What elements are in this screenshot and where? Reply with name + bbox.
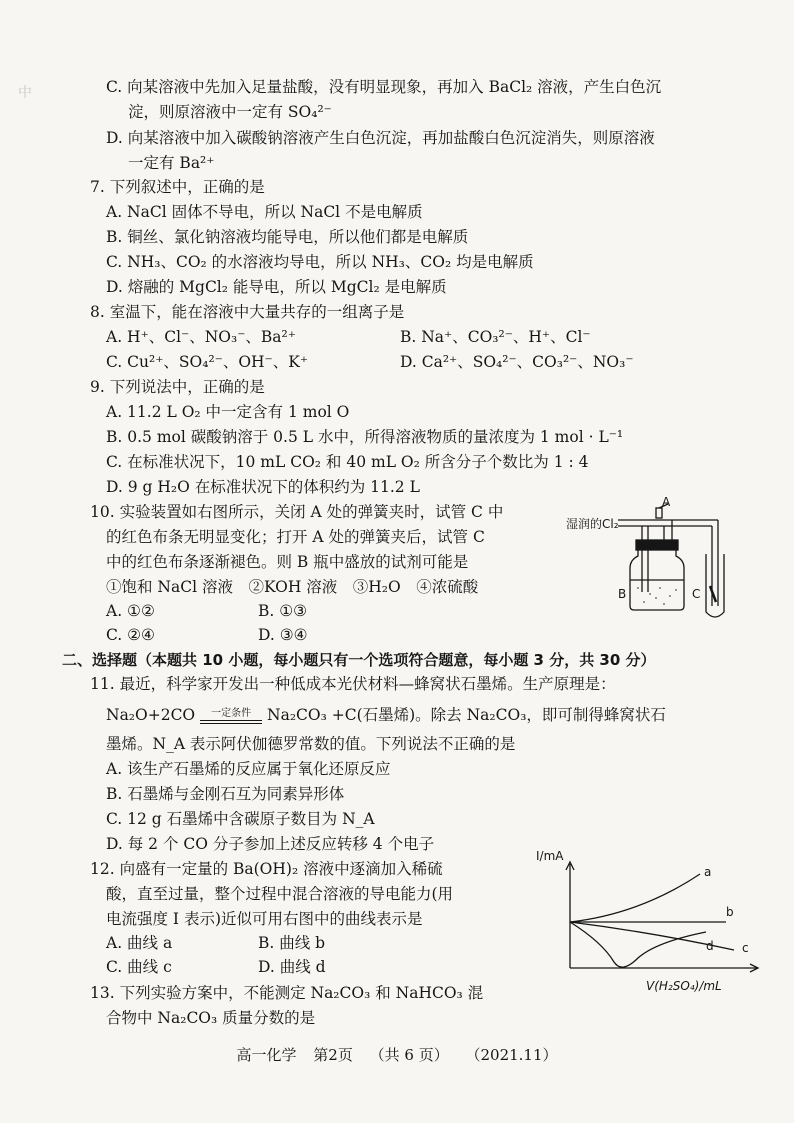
q9-option-a: A. 11.2 L O₂ 中一定含有 1 mol O xyxy=(106,403,350,421)
curve-d-label: d xyxy=(706,939,714,953)
q7-option-c: C. NH₃、CO₂ 的水溶液均导电，所以 NH₃、CO₂ 均是电解质 xyxy=(106,253,534,271)
q10-apparatus-diagram xyxy=(560,494,740,624)
q8-option-a: A. H⁺、Cl⁻、NO₃⁻、Ba²⁺ xyxy=(106,328,296,346)
q12-stem-line2: 酸，直至过量，整个过程中混合溶液的导电能力(用 xyxy=(106,885,454,903)
fig-label-c: C xyxy=(692,587,701,601)
curve-a xyxy=(570,874,700,922)
q9-option-d: D. 9 g H₂O 在标准状况下的体积约为 11.2 L xyxy=(106,478,420,496)
q6-option-c-line1: C. 向某溶液中先加入足量盐酸，没有明显现象，再加入 BaCl₂ 溶液，产生白色沉 xyxy=(106,78,662,96)
fig-label-a: A xyxy=(662,495,671,509)
curve-d xyxy=(570,922,706,967)
q6-option-c-line2: 淀，则原溶液中一定有 SO₄²⁻ xyxy=(128,103,332,121)
q10-option-c: C. ②④ xyxy=(106,626,155,644)
q8-option-d: D. Ca²⁺、SO₄²⁻、CO₃²⁻、NO₃⁻ xyxy=(400,353,634,371)
q6-option-d-line1: D. 向某溶液中加入碳酸钠溶液产生白色沉淀，再加盐酸白色沉淀消失，则原溶液 xyxy=(106,129,655,147)
chart-x-label: V(H₂SO₄)/mL xyxy=(646,979,722,993)
q13-stem-line2: 合物中 Na₂CO₃ 质量分数的是 xyxy=(106,1009,316,1027)
q6-option-d-line2: 一定有 Ba²⁺ xyxy=(128,154,215,172)
q9-option-b: B. 0.5 mol 碳酸钠溶于 0.5 L 水中，所得溶液物质的量浓度为 1 mol · L⁻¹ xyxy=(106,428,624,446)
q7-option-a: A. NaCl 固体不导电，所以 NaCl 不是电解质 xyxy=(106,203,423,221)
q11-stem-line1: 11. 最近，科学家开发出一种低成本光伏材料—蜂窝状石墨烯。生产原理是： xyxy=(90,675,616,693)
q7-stem: 7. 下列叙述中，正确的是 xyxy=(90,178,265,196)
q11-equation-left: Na₂O+2CO xyxy=(106,706,196,724)
curve-b-label: b xyxy=(726,905,734,919)
reaction-condition: 一定条件 xyxy=(211,707,252,719)
q7-option-d: D. 熔融的 MgCl₂ 能导电，所以 MgCl₂ 是电解质 xyxy=(106,278,447,296)
bleed-through-mark: 中 xyxy=(18,85,32,101)
fig-label-gas: 湿润的Cl₂ xyxy=(566,517,619,531)
q10-stem-line1: 10. 实验装置如右图所示，关闭 A 处的弹簧夹时，试管 C 中 xyxy=(90,503,504,521)
q10-option-d: D. ③④ xyxy=(258,626,308,644)
q12-option-a: A. 曲线 a xyxy=(106,934,173,952)
chart-y-label: I/mA xyxy=(536,850,564,863)
q11-equation-right: Na₂CO₃ +C(石墨烯)。除去 Na₂CO₃，即可制得蜂窝状石 xyxy=(267,706,666,724)
q11-equation xyxy=(106,704,666,726)
q10-stem-line2: 的红色布条无明显变化；打开 A 处的弹簧夹后，试管 C xyxy=(106,528,485,546)
curve-c-label: c xyxy=(742,941,749,955)
curve-a-label: a xyxy=(704,865,712,879)
q9-option-c: C. 在标准状况下，10 mL CO₂ 和 40 mL O₂ 所含分子个数比为 1 : 4 xyxy=(106,453,589,471)
q10-option-b: B. ①③ xyxy=(258,602,308,620)
q7-option-b: B. 铜丝、氯化钠溶液均能导电，所以他们都是电解质 xyxy=(106,228,469,246)
q11-option-a: A. 该生产石墨烯的反应属于氧化还原反应 xyxy=(106,760,391,778)
q10-stem-line3: 中的红色布条逐渐褪色。则 B 瓶中盛放的试剂可能是 xyxy=(106,553,469,571)
footer-total-pages: （共 6 页） xyxy=(369,1046,449,1064)
q12-conductivity-chart xyxy=(530,850,770,1000)
q8-option-c: C. Cu²⁺、SO₄²⁻、OH⁻、K⁺ xyxy=(106,353,308,371)
footer-subject: 高一化学 xyxy=(236,1046,297,1064)
q10-option-a: A. ①② xyxy=(106,602,155,620)
q11-option-b: B. 石墨烯与金刚石互为同素异形体 xyxy=(106,785,345,803)
page-footer xyxy=(0,1044,794,1065)
q10-reagent-list: ①饱和 NaCl 溶液 ②KOH 溶液 ③H₂O ④浓硫酸 xyxy=(106,578,479,596)
reaction-arrow xyxy=(200,709,262,724)
q12-stem-line3: 电流强度 I 表示)近似可用右图中的曲线表示是 xyxy=(106,910,423,928)
q13-stem-line1: 13. 下列实验方案中，不能测定 Na₂CO₃ 和 NaHCO₃ 混 xyxy=(90,984,484,1002)
footer-date: （2021.11） xyxy=(465,1046,558,1064)
q9-stem: 9. 下列说法中，正确的是 xyxy=(90,378,265,396)
q8-stem: 8. 室温下，能在溶液中大量共存的一组离子是 xyxy=(90,303,405,321)
q11-stem-line3: 墨烯。N_A 表示阿伏伽德罗常数的值。下列说法不正确的是 xyxy=(106,735,516,753)
q11-option-d: D. 每 2 个 CO 分子参加上述反应转移 4 个电子 xyxy=(106,835,435,853)
fig-label-b: B xyxy=(618,587,627,601)
q8-option-b: B. Na⁺、CO₃²⁻、H⁺、Cl⁻ xyxy=(400,328,591,346)
q11-option-c: C. 12 g 石墨烯中含碳原子数目为 N_A xyxy=(106,810,375,828)
section-2-header: 二、选择题（本题共 10 小题，每小题只有一个选项符合题意，每小题 3 分，共 30 分） xyxy=(62,651,656,669)
footer-page: 第2页 xyxy=(313,1046,353,1064)
q12-option-b: B. 曲线 b xyxy=(258,934,326,952)
q12-stem-line1: 12. 向盛有一定量的 Ba(OH)₂ 溶液中逐滴加入稀硫 xyxy=(90,860,443,878)
q12-option-c: C. 曲线 c xyxy=(106,958,172,976)
q12-option-d: D. 曲线 d xyxy=(258,958,326,976)
